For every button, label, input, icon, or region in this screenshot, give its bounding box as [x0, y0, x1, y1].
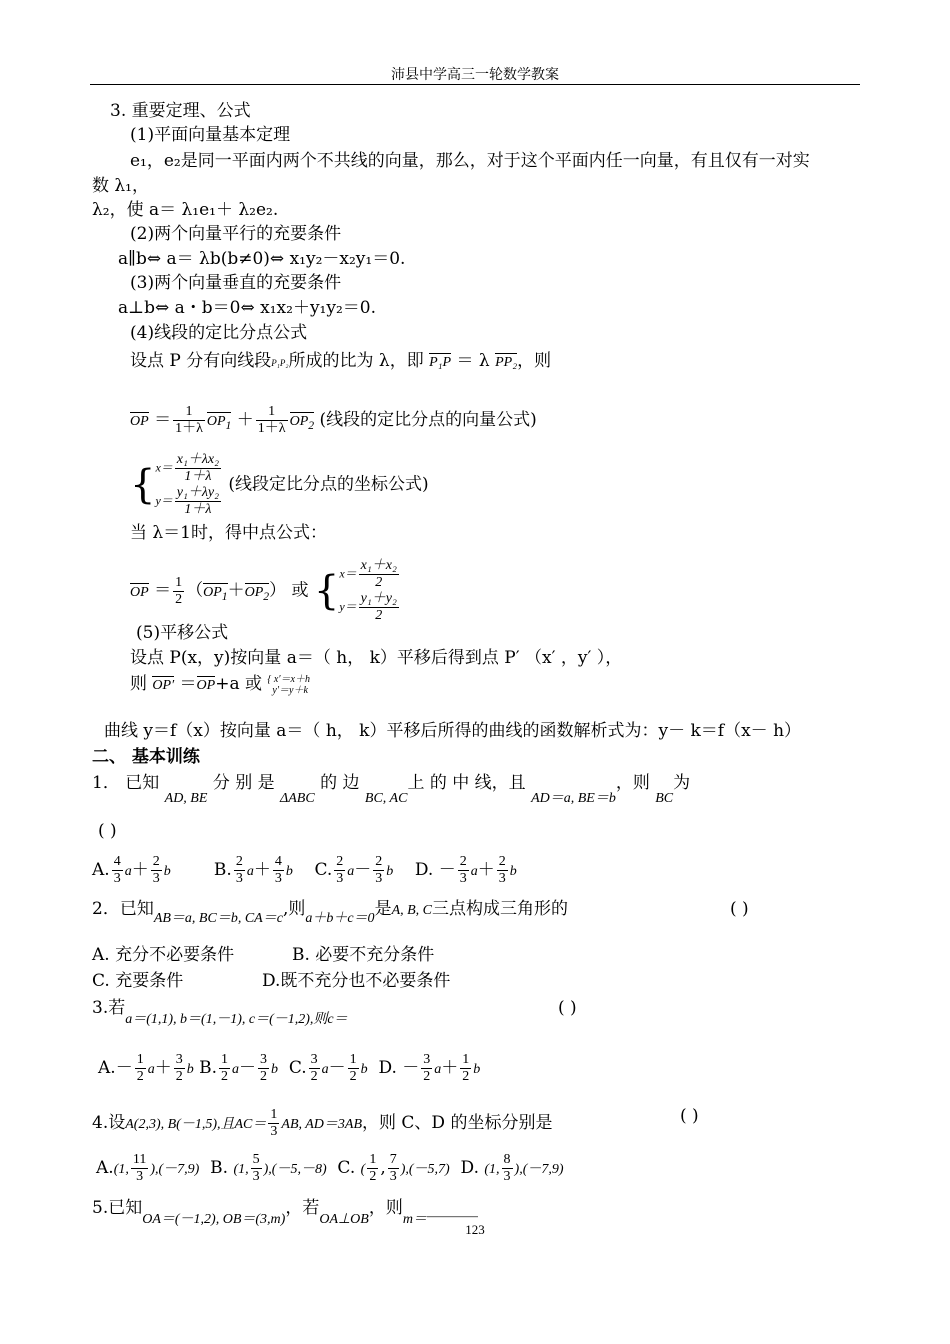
- segment-label: P₁P₂: [271, 358, 289, 368]
- vector-p1p: P₁P: [429, 355, 452, 370]
- q2-option-c: C. 充要条件: [92, 971, 184, 991]
- q3-option-a-label: A.: [98, 1058, 116, 1078]
- q5-math-1: OA＝(－1,2), OB＝(3,m): [142, 1212, 286, 1227]
- q4-answer-paren: ( ): [680, 1106, 699, 1126]
- q3-answer-paren: ( ): [558, 998, 577, 1018]
- theorem-4-title: (4)线段的定比分点公式: [130, 323, 308, 343]
- question-4: 4.设A(2,3), B(－1,5),且AC＝ $\frac{1}{3}$ AB, AD＝3AB，则 C、D 的坐标分别是: [92, 1107, 553, 1139]
- header-rule: [90, 84, 860, 85]
- theorem-1-line-3: λ₂，使 a＝ λ₁e₁＋ λ₂e₂.: [92, 200, 279, 220]
- q5-text-c: ，则: [368, 1198, 403, 1218]
- midpoint-or: 或: [291, 580, 309, 601]
- q5-text-b: ，若: [285, 1198, 320, 1218]
- translation-then: 则: [130, 674, 147, 694]
- q1-math-4: AD＝a, BE＝b: [531, 791, 616, 806]
- q1-option-a-label: A.: [92, 860, 110, 880]
- q1-text-b: 分 别 是: [212, 773, 275, 793]
- q4-option-b-tail: ),(－5,－8): [263, 1162, 327, 1177]
- q4-text-a: 4.设: [92, 1113, 126, 1133]
- q1-answer-paren: ( ): [98, 821, 117, 841]
- q2-answer-paren: ( ): [730, 899, 749, 919]
- theorem-2-formula: a∥b⇔ a＝ λb(b≠0)⇔ x₁y₂－x₂y₁＝0.: [118, 249, 406, 269]
- translation-plus-a: +a 或: [215, 674, 263, 694]
- q4-math-2: AB, AD＝3AB: [281, 1117, 363, 1132]
- q2-option-b: B. 必要不充分条件: [292, 945, 435, 965]
- q1-text-c: 的 边: [320, 773, 360, 793]
- q2-math-2: a＋b＋c＝0: [305, 911, 375, 926]
- q4-text-b: ，则 C、D 的坐标分别是: [362, 1113, 553, 1133]
- midpoint-formula: OP ＝ $\frac{1}{2}$ $(OP_1+OP_2)$ 或 {x＝ $\frac{\text{x₁＋x₂}}{2}$ y＝ $\frac{\text{y₁＋y₂}}{2}$: [130, 558, 397, 623]
- theorem-4-text-a: 设点 P 分有向线段: [130, 351, 272, 371]
- q4-options: A.(1, $\frac{11}{3}$ ),(－7,9) B. (1, $\frac{5}{3}$ ),(－5,－8) C. ( $\frac{1}{2}$ , $\frac{7}{3}$ ),(－5,7) D. (1, $\frac{8}{3}$ ),(－7,9): [96, 1152, 564, 1184]
- q1-math-1: AD, BE: [164, 791, 208, 806]
- theorem-1-line-2: 数 λ₁，: [92, 176, 149, 196]
- theorem-5-line-2: 则 OP′ ＝OP+a 或 { x′＝x＋h y′＝y＋k: [130, 673, 310, 696]
- q1-math-2: ΔABC: [280, 791, 315, 806]
- q5-blank[interactable]: ______: [426, 1198, 478, 1218]
- section-title: 3. 重要定理、公式: [110, 101, 251, 121]
- page-header: 沛县中学高三一轮数学教案: [391, 67, 559, 83]
- q5-text-a: 5.已知: [92, 1198, 143, 1218]
- vector-formula-note: (线段的定比分点的向量公式): [319, 410, 537, 430]
- q1-math-3: BC, AC: [364, 791, 408, 806]
- question-2: [92, 898, 569, 926]
- q3-math-1: a＝(1,1), b＝(1,－1), c＝(－1,2),则c＝: [125, 1012, 348, 1027]
- training-heading: 二、 基本训练: [92, 747, 200, 767]
- theorem-5-title: (5)平移公式: [136, 623, 229, 643]
- theorem-4-line-1: [130, 350, 551, 372]
- theorem-3-title: (3)两个向量垂直的充要条件: [130, 273, 342, 293]
- theorem-5-line-1: 设点 P(x，y)按向量 a＝（ h， k）平移后得到点 P′ （x′ ，y′ ），: [130, 648, 623, 668]
- division-vector-formula: OP ＝ $\frac{1}{1+\lambda}$ $OP_1$ ＋ $\frac{1}{1+\lambda}$ $OP_2$ (线段的定比分点的向量公式): [130, 404, 537, 436]
- q1-option-b-label: B.: [213, 860, 232, 880]
- q1-text-d: 上 的 中 线，且: [407, 773, 526, 793]
- q3-option-b-label: B.: [199, 1058, 217, 1078]
- q1-option-d-label: D.: [414, 860, 434, 880]
- midpoint-intro: 当 λ＝1时，得中点公式：: [130, 523, 327, 543]
- theorem-2-title: (2)两个向量平行的充要条件: [130, 224, 342, 244]
- q2-math-3: A, B, C: [391, 903, 433, 918]
- question-3: [92, 997, 348, 1027]
- q1-text-a: 1． 已知: [92, 773, 160, 793]
- q1-math-5: BC: [655, 791, 674, 806]
- q2-text-b: ,则: [282, 899, 306, 919]
- vector-pp2: PP₂: [495, 355, 518, 370]
- theorem-4-then: ，则: [517, 351, 552, 371]
- q3-text-a: 3.若: [92, 998, 126, 1018]
- q5-math-3: m＝: [402, 1212, 427, 1227]
- q4-option-a-tail: ),(－7,9): [150, 1162, 200, 1177]
- q3-options: A.－ $\frac{1}{2}$ a＋ $\frac{3}{2}$ b B. $\frac{1}{2}$ a－ $\frac{3}{2}$ b C. $\frac{3}{2}$ a－ $\frac{1}{2}$ b D. － $\frac{3}{2}$ a＋ $\frac{1}{2}$ b: [98, 1052, 481, 1084]
- theorem-3-formula: a⊥b⇔ a・b＝0⇔ x₁x₂＋y₁y₂＝0.: [118, 298, 376, 318]
- q4-math-1: A(2,3), B(－1,5),且AC＝: [125, 1117, 267, 1132]
- q2-text-c: 是: [374, 899, 392, 919]
- q2-option-a: A. 充分不必要条件: [92, 945, 235, 965]
- theorem-1-title: (1)平面向量基本定理: [130, 125, 291, 145]
- q4-option-d-tail: ),(－7,9): [514, 1162, 564, 1177]
- curve-translation: 曲线 y＝f（x）按向量 a＝（ h， k）平移后所得的曲线的函数解析式为：y－ k＝f（x－ h）: [104, 721, 802, 741]
- theorem-4-eq: ＝ λ: [456, 351, 490, 371]
- q3-option-c-label: C.: [288, 1058, 307, 1078]
- q2-math-1: AB＝a, BC＝b, CA＝c: [153, 911, 283, 926]
- question-5: [92, 1197, 478, 1227]
- q1-text-f: 为: [673, 773, 691, 793]
- q1-text-e: ，则: [615, 773, 650, 793]
- page-number: 123: [465, 1222, 485, 1237]
- q4-option-c-tail: ),(－5,7): [400, 1162, 450, 1177]
- q1-option-c-label: C.: [314, 860, 333, 880]
- theorem-4-text-b: 所成的比为 λ，即: [288, 351, 424, 371]
- q2-option-d: D.既不充分也不必要条件: [262, 971, 451, 991]
- coord-formula-note: (线段定比分点的坐标公式): [228, 474, 429, 495]
- division-coord-formula: {x＝ $\frac{\text{x₁＋λx₂}}{1+\lambda}$ y＝ $\frac{\text{y₁＋λy₂}}{1+\lambda}$ (线段定比分点的坐标公式): [130, 452, 429, 517]
- q5-math-2: OA⊥OB: [319, 1212, 369, 1227]
- theorem-1-line-1: e₁，e₂是同一平面内两个不共线的向量，那么，对于这个平面内任一向量，有且仅有一对实: [130, 151, 810, 171]
- q3-option-d-label: D.: [378, 1058, 397, 1078]
- q2-text-a: 2．已知: [92, 899, 154, 919]
- q2-text-d: 三点构成三角形的: [432, 899, 569, 919]
- q1-options: A. $\frac{4}{3}$ a＋ $\frac{2}{3}$ b B. $\frac{2}{3}$ a＋ $\frac{4}{3}$ b C. $\frac{2}{3}$ a－ $\frac{2}{3}$ b D. － $\frac{2}{3}$ a＋ $\frac{2}{3}$ b: [92, 854, 517, 886]
